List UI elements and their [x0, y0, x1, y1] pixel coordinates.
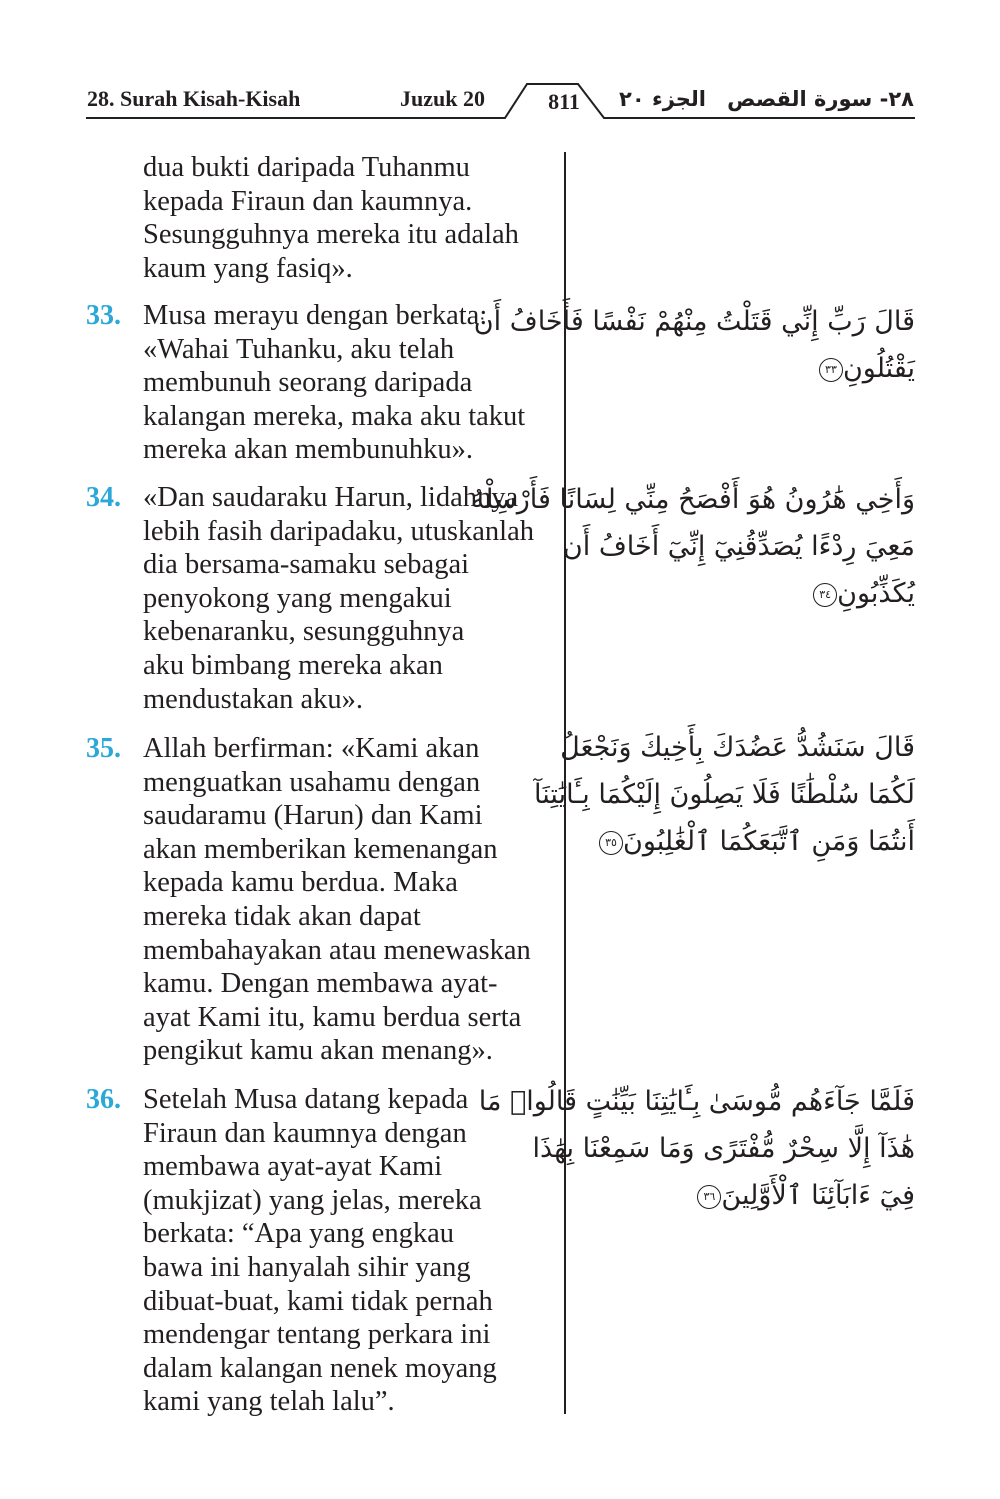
- arabic-line-last: [585, 345, 915, 392]
- arabic-line: قَالَ رَبِّ إِنِّي قَتَلْتُ مِنْهُمْ نَفْسًا فَأَخَافُ أَن: [473, 306, 915, 337]
- text-line: mereka tidak akan dapat: [143, 900, 421, 932]
- arabic-line-last: [585, 1172, 915, 1219]
- text-line: Sesungguhnya mereka itu adalah: [143, 219, 519, 251]
- juz-label-latin: Juzuk 20: [400, 86, 485, 111]
- text-line: kaum yang fasiq».: [143, 252, 353, 284]
- header-rule: [0, 0, 1000, 130]
- juz-label-arabic: الجزء ٢٠: [619, 87, 706, 111]
- text-line: dia bersama-samaku sebagai: [143, 549, 470, 581]
- verse-translation: [143, 1083, 563, 1419]
- surah-title-arabic: ٢٨- سورة القصص: [727, 87, 914, 111]
- verse-number: 35.: [86, 733, 121, 764]
- verse-number: 33.: [86, 300, 121, 331]
- text-line: mendustakan aku».: [143, 683, 364, 715]
- arabic-text: فِيٓ ءَابَآئِنَا ٱلْأَوَّلِينَ: [721, 1180, 915, 1211]
- text-line: kebenaranku, sesungguhnya: [143, 616, 465, 648]
- text-line: Allah berfirman: «Kami akan: [143, 733, 480, 764]
- arabic-line: قَالَ سَنَشُدُّ عَضُدَكَ بِأَخِيكَ وَنَجْعَلُ: [560, 732, 915, 763]
- arabic-line: فَلَمَّا جَآءَهُم مُّوسَىٰ بِـَٔايَٰتِنَا بَيِّنَٰتٍ قَالُوا۟ مَا: [478, 1086, 915, 1117]
- verse-number: 34.: [86, 482, 121, 513]
- ayah-number-marker: ٣٥: [599, 831, 623, 855]
- text-line: kamu. Dengan membawa ayat-: [143, 968, 498, 1000]
- text-line: Musa merayu dengan berkata:: [143, 300, 488, 331]
- arabic-line: هَٰذَآ إِلَّا سِحْرٌ مُّفْتَرًى وَمَا سَمِعْنَا بِهَٰذَا: [532, 1133, 915, 1164]
- text-line: ayat Kami itu, kamu berdua serta: [143, 1001, 522, 1033]
- arabic-line-last: [585, 818, 915, 865]
- text-line: membawa ayat-ayat Kami: [143, 1151, 443, 1183]
- arabic-line: مَعِيَ رِدْءًا يُصَدِّقُنِيٓ إِنِّيٓ أَخَافُ أَن: [562, 531, 915, 562]
- text-line: (mukjizat) yang jelas, mereka: [143, 1184, 482, 1216]
- verse-arabic: [478, 1078, 915, 1219]
- text-line: lebih fasih daripadaku, utuskanlah: [143, 515, 534, 547]
- page-header: [0, 0, 1000, 130]
- text-line: berkata: “Apa yang engkau: [143, 1218, 454, 1250]
- text-line: Setelah Musa datang kepada: [143, 1084, 469, 1115]
- text-line: kami yang telah lalu”.: [143, 1386, 395, 1418]
- text-line: mendengar tentang perkara ini: [143, 1319, 491, 1351]
- text-line: membunuh seorang daripada: [143, 367, 473, 399]
- ayah-number-marker: ٣٣: [819, 358, 843, 382]
- text-line: dibuat-buat, kami tidak pernah: [143, 1285, 493, 1317]
- verse-arabic: [470, 476, 915, 617]
- text-line: mereka akan membunuhku».: [143, 434, 474, 466]
- verse-translation: [143, 732, 563, 1068]
- text-line: pengikut kamu akan menang».: [143, 1035, 493, 1067]
- text-line: «Dan saudaraku Harun, lidahnya: [143, 482, 519, 513]
- text-line: menguatkan usahamu dengan: [143, 766, 481, 798]
- text-line: membahayakan atau menewaskan: [143, 934, 531, 966]
- surah-title-latin: 28. Surah Kisah-Kisah: [87, 86, 301, 111]
- arabic-line: وَأَخِي هَٰرُونُ هُوَ أَفْصَحُ مِنِّي لِسَانًا فَأَرْسِلْهُ: [470, 484, 915, 515]
- text-line: bawa ini hanyalah sihir yang: [143, 1251, 471, 1283]
- verse-arabic: [534, 724, 915, 865]
- arabic-line: لَكُمَا سُلْطَٰنًا فَلَا يَصِلُونَ إِلَيْكُمَا بِـَٔايَٰتِنَآ: [534, 779, 915, 810]
- page-number: 811: [548, 89, 580, 114]
- arabic-text: أَنتُمَا وَمَنِ ٱتَّبَعَكُمَا ٱلْغَٰلِبُونَ: [623, 826, 915, 857]
- arabic-line-last: [585, 570, 915, 617]
- text-line: penyokong yang mengakui: [143, 582, 452, 614]
- text-line: dua bukti daripada Tuhanmu: [143, 152, 470, 183]
- text-line: kalangan mereka, maka aku takut: [143, 400, 526, 432]
- text-line: kepada kamu berdua. Maka: [143, 867, 458, 899]
- verse-arabic: [473, 298, 915, 392]
- text-line: Firaun dan kaumnya dengan: [143, 1117, 467, 1149]
- verse-number: 36.: [86, 1084, 121, 1115]
- text-line: aku bimbang mereka akan: [143, 649, 443, 681]
- intro-translation: [143, 151, 563, 285]
- ayah-number-marker: ٣٤: [813, 583, 837, 607]
- text-line: akan memberikan kemenangan: [143, 833, 498, 865]
- ayah-number-marker: ٣٦: [697, 1185, 721, 1209]
- text-line: «Wahai Tuhanku, aku telah: [143, 333, 455, 365]
- text-line: kepada Firaun dan kaumnya.: [143, 185, 473, 217]
- text-line: saudaramu (Harun) dan Kami: [143, 800, 483, 832]
- text-line: dalam kalangan nenek moyang: [143, 1352, 497, 1384]
- arabic-text: يُكَذِّبُونِ: [837, 578, 915, 609]
- arabic-text: يَقْتُلُونِ: [842, 353, 915, 384]
